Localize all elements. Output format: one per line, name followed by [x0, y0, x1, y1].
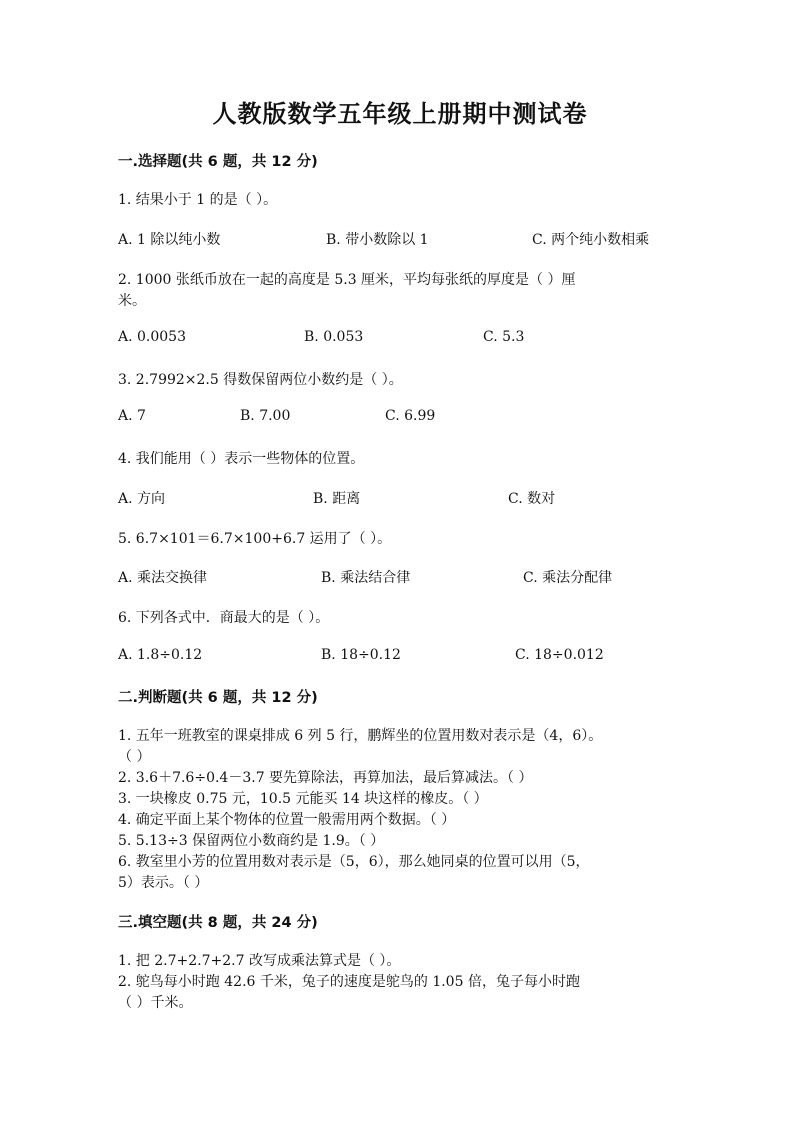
option-c: C. 18÷0.012 [515, 647, 604, 663]
question-judgement-6: 6. 教室里小芳的位置用数对表示是（5，6），那么她同桌的位置可以用（5， [118, 854, 590, 870]
question-choice-6: 6. 下列各式中．商最大的是（ ）。 [118, 610, 330, 626]
option-a: A. 7 [118, 408, 146, 424]
question-judgement-4: 4. 确定平面上某个物体的位置一般需用两个数据。（ ） [118, 812, 456, 828]
option-a: A. 方向 [118, 491, 166, 507]
option-c: C. 乘法分配律 [523, 570, 613, 586]
question-choice-2: 2. 1000 张纸币放在一起的高度是 5.3 厘米，平均每张纸的厚度是（ ）厘 [118, 272, 576, 288]
option-a: A. 0.0053 [118, 329, 186, 345]
section-heading-judgement: 二.判断题(共 6 题，共 12 分) [118, 690, 318, 706]
section-heading-choice: 一.选择题(共 6 题，共 12 分) [118, 154, 318, 170]
question-fill-2: 2. 鸵鸟每小时跑 42.6 千米，兔子的速度是鸵鸟的 1.05 倍，兔子每小时跑 [118, 974, 580, 990]
option-c: C. 5.3 [483, 329, 525, 345]
question-judgement-3: 3. 一块橡皮 0.75 元，10.5 元能买 14 块这样的橡皮。（ ） [118, 791, 488, 807]
option-b: B. 7.00 [240, 408, 291, 424]
option-c: C. 数对 [508, 491, 556, 507]
question-fill-2-cont: （ ）千米。 [118, 995, 193, 1011]
section-heading-fill: 三.填空题(共 8 题，共 24 分) [118, 915, 318, 931]
question-judgement-6-cont: 5）表示。（ ） [118, 875, 209, 891]
option-c: C. 两个纯小数相乘 [532, 232, 650, 248]
option-b: B. 带小数除以 1 [326, 232, 429, 248]
option-a: A. 1.8÷0.12 [118, 647, 203, 663]
option-b: B. 18÷0.12 [321, 647, 401, 663]
option-a: A. 乘法交换律 [118, 570, 208, 586]
question-choice-2-cont: 米。 [118, 293, 146, 309]
question-judgement-1-cont: （ ） [118, 749, 151, 765]
question-judgement-2: 2. 3.6＋7.6÷0.4－3.7 要先算除法，再算加法，最后算减法。（ ） [118, 770, 533, 786]
question-judgement-1: 1. 五年一班教室的课桌排成 6 列 5 行，鹏辉坐的位置用数对表示是（4，6）。 [118, 728, 603, 744]
question-choice-5: 5. 6.7×101＝6.7×100+6.7 运用了（ ）。 [118, 531, 392, 547]
question-choice-3: 3. 2.7992×2.5 得数保留两位小数约是（ ）。 [118, 372, 403, 388]
option-b: B. 0.053 [304, 329, 364, 345]
question-choice-1: 1. 结果小于 1 的是（ ）。 [118, 192, 278, 208]
question-judgement-5: 5. 5.13÷3 保留两位小数商约是 1.9。（ ） [118, 833, 385, 849]
option-b: B. 乘法结合律 [321, 570, 411, 586]
option-b: B. 距离 [313, 491, 361, 507]
option-a: A. 1 除以纯小数 [118, 232, 221, 248]
option-c: C. 6.99 [385, 408, 436, 424]
question-choice-4: 4. 我们能用（ ）表示一些物体的位置。 [118, 451, 365, 467]
question-fill-1: 1. 把 2.7+2.7+2.7 改写成乘法算式是（ ）。 [118, 953, 401, 969]
page-title: 人教版数学五年级上册期中测试卷 [212, 100, 588, 128]
